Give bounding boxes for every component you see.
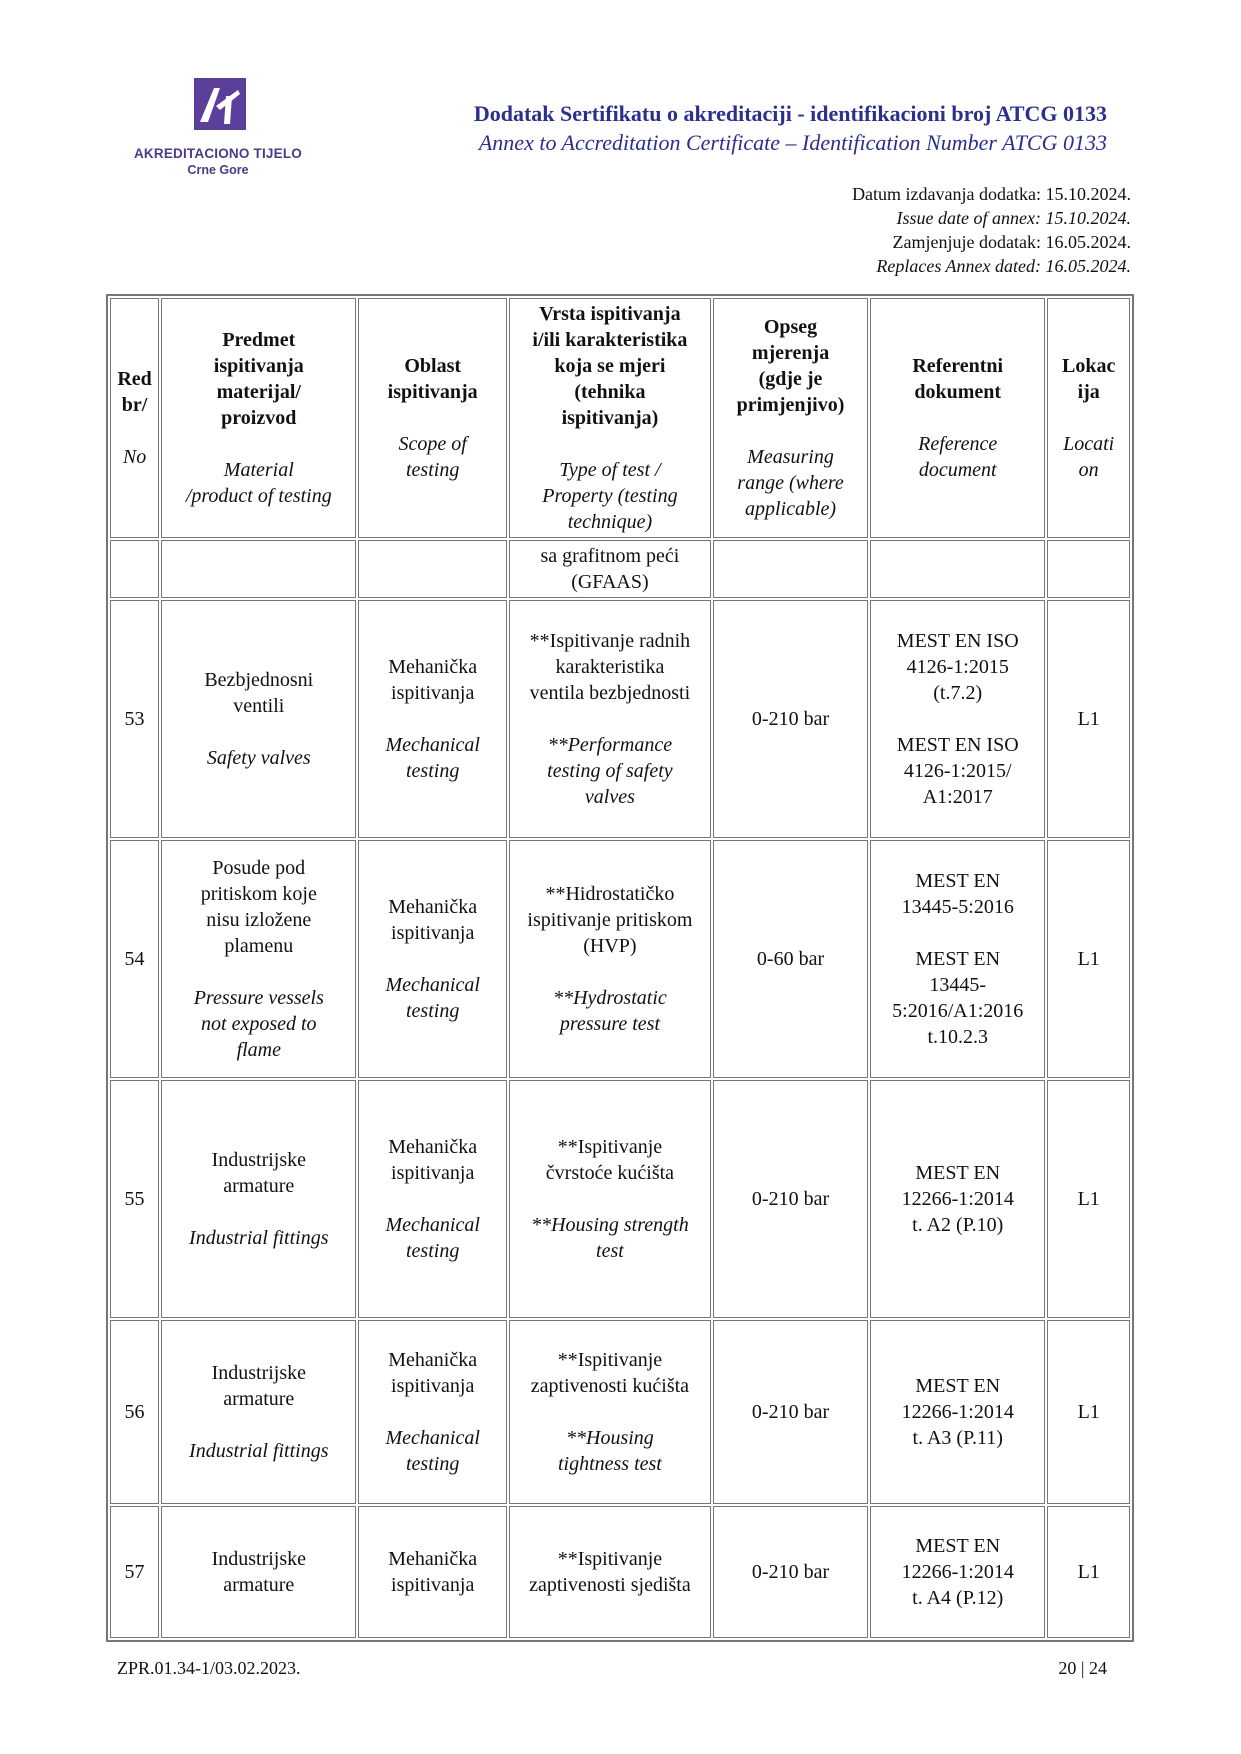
header-no: Red br/ No bbox=[110, 298, 159, 538]
row-scope: Mehanička ispitivanja bbox=[358, 1506, 506, 1638]
row-reference: MEST EN ISO 4126-1:2015 (t.7.2) MEST EN ISO 4126-1:2015/ A1:2017 bbox=[870, 600, 1045, 838]
row-number: 57 bbox=[110, 1506, 159, 1638]
header-range: Opseg mjerenja (gdje je primjenjivo) Measuring range (where applicable) bbox=[713, 298, 868, 538]
header-material: Predmet ispitivanja materijal/ proizvod Material /product of testing bbox=[161, 298, 356, 538]
replaces-date-en: Replaces Annex dated: 16.05.2024. bbox=[876, 256, 1131, 276]
row-material: Posude pod pritiskom koje nisu izložene plamenu Pressure vessels not exposed to flame bbox=[161, 840, 356, 1078]
accreditation-logo bbox=[118, 78, 318, 188]
table-row bbox=[110, 1080, 1130, 1318]
scope-table bbox=[106, 294, 1134, 1642]
scope-table-wrapper bbox=[106, 294, 1134, 1642]
table-row bbox=[110, 600, 1130, 838]
annex-dates bbox=[852, 182, 1131, 278]
row-range: 0-60 bar bbox=[713, 840, 868, 1078]
row-reference: MEST EN 12266-1:2014 t. A2 (P.10) bbox=[870, 1080, 1045, 1318]
header-test-type: Vrsta ispitivanja i/ili karakteristika koja se mjeri (tehnika ispitivanja) Type of test / Property (testing technique) bbox=[509, 298, 711, 538]
row-scope: Mehanička ispitivanja Mechanical testing bbox=[358, 840, 506, 1078]
row-number: 55 bbox=[110, 1080, 159, 1318]
document-subtitle: Annex to Accreditation Certificate – Identification Number ATCG 0133 bbox=[478, 130, 1107, 155]
row-reference: MEST EN 13445-5:2016 MEST EN 13445- 5:2016/A1:2016 t.10.2.3 bbox=[870, 840, 1045, 1078]
row-number: 56 bbox=[110, 1320, 159, 1504]
issue-date-en: Issue date of annex: 15.10.2024. bbox=[896, 208, 1131, 228]
row-scope: Mehanička ispitivanja Mechanical testing bbox=[358, 1080, 506, 1318]
table-header-row bbox=[110, 298, 1130, 538]
row-test-type: **Ispitivanje radnih karakteristika ventila bezbjednosti **Performance testing of safety valves bbox=[509, 600, 711, 838]
row-scope: Mehanička ispitivanja Mechanical testing bbox=[358, 1320, 506, 1504]
at-logo-icon bbox=[194, 78, 246, 130]
row-range: 0-210 bar bbox=[713, 1506, 868, 1638]
row-test-type: **Ispitivanje čvrstoće kućišta **Housing strength test bbox=[509, 1080, 711, 1318]
row-material: Industrijske armature bbox=[161, 1506, 356, 1638]
row-range: 0-210 bar bbox=[713, 1320, 868, 1504]
replaces-date-local: Zamjenjuje dodatak: 16.05.2024. bbox=[892, 232, 1131, 252]
issue-date-local: Datum izdavanja dodatka: 15.10.2024. bbox=[852, 184, 1131, 204]
table-row bbox=[110, 1506, 1130, 1638]
continuation-cell: sa grafitnom peći (GFAAS) bbox=[509, 540, 711, 598]
row-test-type: **Hidrostatičko ispitivanje pritiskom (HVP) **Hydrostatic pressure test bbox=[509, 840, 711, 1078]
row-material: Bezbjednosni ventili Safety valves bbox=[161, 600, 356, 838]
footer-form-code: ZPR.01.34-1/03.02.2023. bbox=[117, 1658, 301, 1678]
row-number: 54 bbox=[110, 840, 159, 1078]
row-location: L1 bbox=[1047, 600, 1130, 838]
row-scope: Mehanička ispitivanja Mechanical testing bbox=[358, 600, 506, 838]
document-title: Dodatak Sertifikatu o akreditaciji - identifikacioni broj ATCG 0133 bbox=[473, 101, 1107, 126]
table-row bbox=[110, 1320, 1130, 1504]
table-row-continuation bbox=[110, 540, 1130, 598]
row-test-type: **Ispitivanje zaptivenosti kućišta **Housing tightness test bbox=[509, 1320, 711, 1504]
row-range: 0-210 bar bbox=[713, 600, 868, 838]
row-number: 53 bbox=[110, 600, 159, 838]
header-reference: Referentni dokument Reference document bbox=[870, 298, 1045, 538]
row-test-type: **Ispitivanje zaptivenosti sjedišta bbox=[509, 1506, 711, 1638]
row-location: L1 bbox=[1047, 1506, 1130, 1638]
footer-page-number: 20 | 24 bbox=[1058, 1658, 1107, 1678]
row-location: L1 bbox=[1047, 840, 1130, 1078]
logo-name: AKREDITACIONO TIJELO bbox=[133, 146, 302, 161]
row-material: Industrijske armature Industrial fittings bbox=[161, 1080, 356, 1318]
header-location: Lokac ija Locati on bbox=[1047, 298, 1130, 538]
row-reference: MEST EN 12266-1:2014 t. A4 (P.12) bbox=[870, 1506, 1045, 1638]
row-range: 0-210 bar bbox=[713, 1080, 868, 1318]
row-reference: MEST EN 12266-1:2014 t. A3 (P.11) bbox=[870, 1320, 1045, 1504]
table-row bbox=[110, 840, 1130, 1078]
row-location: L1 bbox=[1047, 1080, 1130, 1318]
header-scope: Oblast ispitivanja Scope of testing bbox=[358, 298, 506, 538]
row-material: Industrijske armature Industrial fittings bbox=[161, 1320, 356, 1504]
row-location: L1 bbox=[1047, 1320, 1130, 1504]
logo-subtitle: Crne Gore bbox=[187, 163, 249, 177]
